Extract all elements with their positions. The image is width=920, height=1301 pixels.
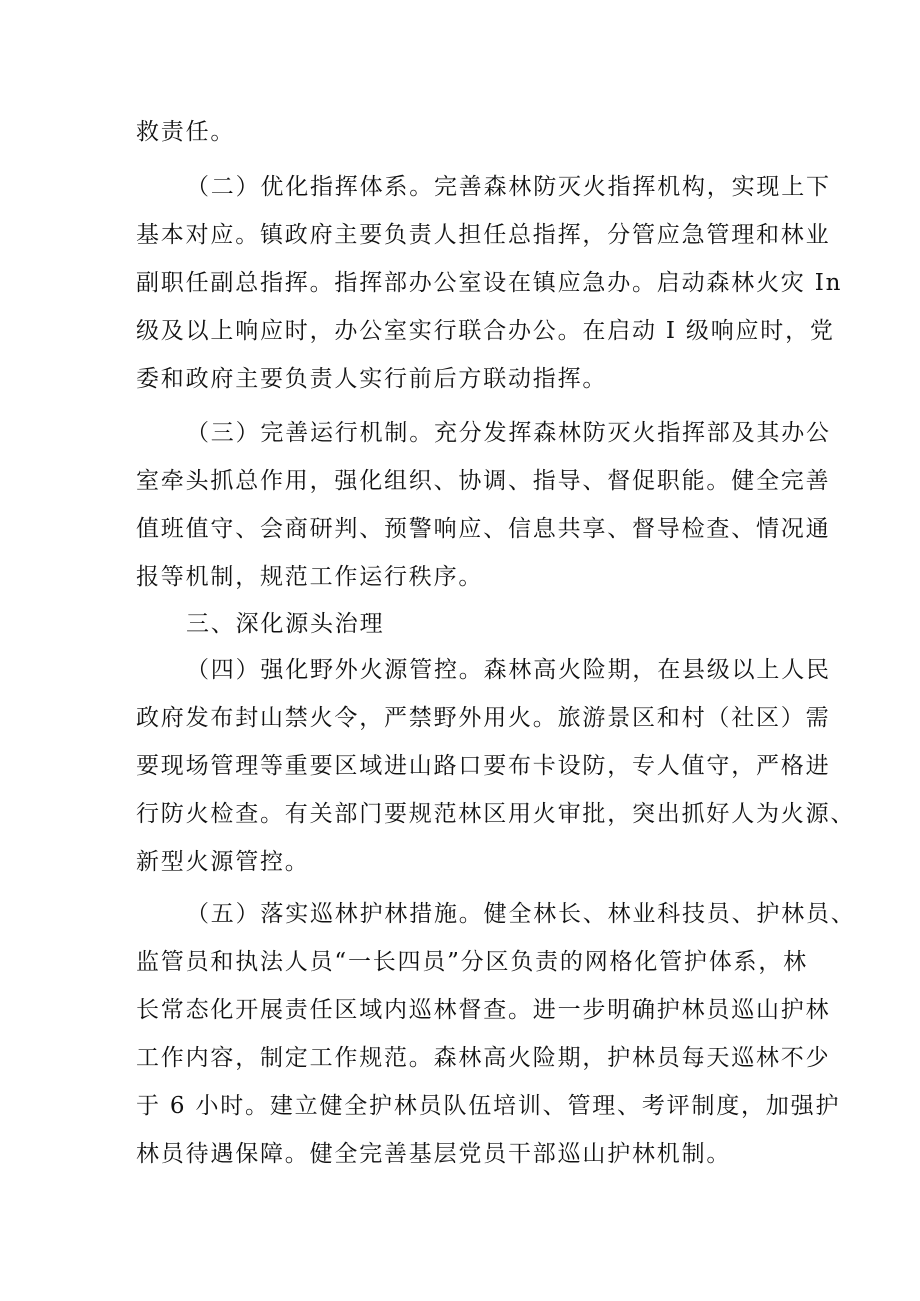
text-line: 救责任。: [136, 119, 236, 145]
text-line: 监管员和执法人员“一长四员”分区负责的网格化管护体系，林: [136, 949, 808, 975]
text-line: 要现场管理等重要区域进山路口要布卡设防，专人值守，严格进: [136, 753, 831, 779]
text-line: 于 6 小时。建立健全护林员队伍培训、管理、考评制度，加强护: [136, 1093, 841, 1119]
text-line: 委和政府主要负责人实行前后方联动指挥。: [136, 366, 608, 392]
text-line: 林员待遇保障。健全完善基层党员干部巡山护林机制。: [136, 1141, 732, 1167]
section-heading: [0, 600, 920, 648]
paragraph-improve-operating-mechanism: [0, 409, 920, 601]
text-line: 值班值守、会商研判、预警响应、信息共享、督导检查、情况通: [136, 516, 831, 542]
text-line: 报等机制，规范工作运行秩序。: [136, 564, 484, 590]
text-line: （三）完善运行机制。充分发挥森林防灭火指挥部及其办公: [186, 420, 831, 446]
paragraph-forest-patrol-measures: [0, 890, 920, 1178]
text-line: 室牵头抓总作用，强化组织、协调、指导、督促职能。健全完善: [136, 468, 831, 494]
text-line: （二）优化指挥体系。完善森林防灭火指挥机构，实现上下: [186, 174, 831, 200]
heading-line: 三、深化源头治理: [186, 611, 385, 637]
text-line: （四）强化野外火源管控。森林高火险期，在县级以上人民: [186, 657, 831, 683]
text-line: 新型火源管控。: [136, 849, 310, 875]
text-line: 长常态化开展责任区域内巡林督查。进一步明确护林员巡山护林: [136, 997, 831, 1023]
text-line: 基本对应。镇政府主要负责人担任总指挥，分管应急管理和林业: [136, 222, 831, 248]
text-line: （五）落实巡林护林措施。健全林长、林业科技员、护林员、: [186, 901, 856, 927]
text-line: 政府发布封山禁火令，严禁野外用火。旅游景区和村（社区）需: [136, 705, 831, 731]
paragraph-strengthen-fire-source-control: [0, 646, 920, 886]
text-line: 行防火检查。有关部门要规范林区用火审批，突出抓好人为火源、: [136, 801, 856, 827]
paragraph-optimize-command-system: [0, 163, 920, 403]
text-line: 工作内容，制定工作规范。森林高火险期，护林员每天巡林不少: [136, 1045, 831, 1071]
text-line: 级及以上响应时，办公室实行联合办公。在启动 I 级响应时，党: [136, 318, 835, 344]
text-line: 副职任副总指挥。指挥部办公室设在镇应急办。启动森林火灾 In: [136, 270, 843, 296]
paragraph-continuation: [0, 108, 920, 156]
